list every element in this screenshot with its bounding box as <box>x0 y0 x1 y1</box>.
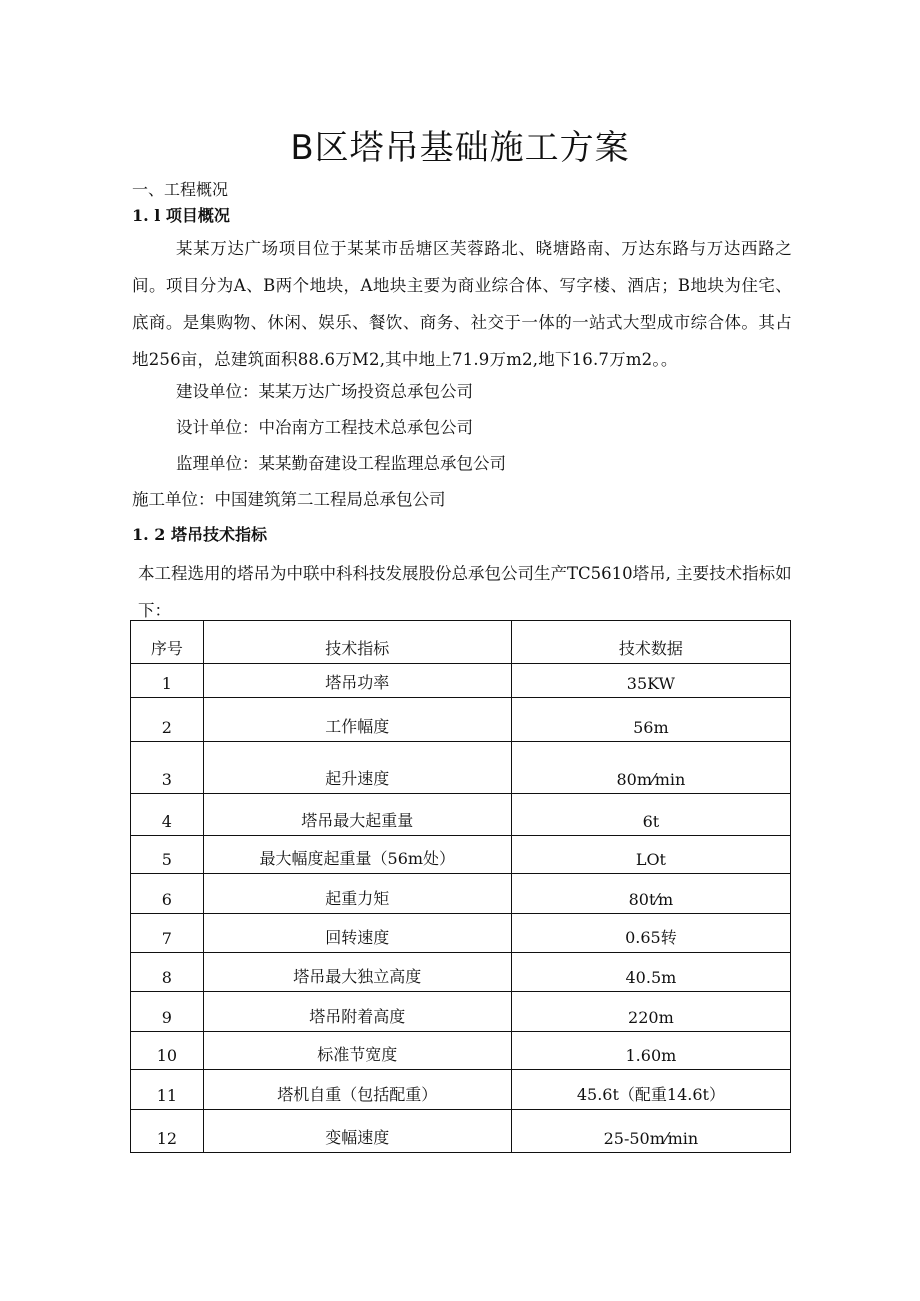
table-row <box>131 836 791 874</box>
page-title: B区塔吊基础施工方案 <box>290 128 630 168</box>
row-value: 35KW <box>511 664 790 698</box>
row-index: 3 <box>131 742 204 794</box>
row-value: 56m <box>511 698 790 742</box>
table-row <box>131 698 791 742</box>
table-row <box>131 1110 791 1153</box>
unit-line-contractor: 施工单位：中国建筑第二工程局总承包公司 <box>132 490 446 509</box>
row-index: 9 <box>131 992 204 1032</box>
row-indicator: 标准节宽度 <box>203 1032 511 1070</box>
row-indicator: 塔吊附着高度 <box>203 992 511 1032</box>
row-indicator: 起重力矩 <box>203 874 511 914</box>
row-index: 2 <box>131 698 204 742</box>
table-row <box>131 1070 791 1110</box>
row-value: LOt <box>511 836 790 874</box>
row-indicator: 最大幅度起重量（56m处） <box>203 836 511 874</box>
row-value: 80t⁄m <box>511 874 790 914</box>
row-value: 80m⁄min <box>511 742 790 794</box>
table-row <box>131 1032 791 1070</box>
header-cell-value: 技术数据 <box>511 621 790 664</box>
row-value: 45.6t（配重14.6t） <box>511 1070 790 1110</box>
row-value: 220m <box>511 992 790 1032</box>
table-header-row <box>131 621 791 664</box>
table-row <box>131 953 791 992</box>
table-row <box>131 794 791 836</box>
section-heading-overview: 一、工程概况 <box>132 180 229 199</box>
row-index: 6 <box>131 874 204 914</box>
row-indicator: 起升速度 <box>203 742 511 794</box>
table-row <box>131 664 791 698</box>
row-index: 4 <box>131 794 204 836</box>
table-row <box>131 992 791 1032</box>
row-index: 12 <box>131 1110 204 1153</box>
unit-line-designer: 设计单位：中冶南方工程技术总承包公司 <box>176 418 473 437</box>
row-index: 5 <box>131 836 204 874</box>
row-value: 25-50m⁄min <box>511 1110 790 1153</box>
row-indicator: 工作幅度 <box>203 698 511 742</box>
table-row <box>131 914 791 953</box>
subsection-heading-project: 1. l 项目概况 <box>132 206 230 225</box>
unit-line-owner: 建设单位：某某万达广场投资总承包公司 <box>176 382 473 401</box>
row-index: 11 <box>131 1070 204 1110</box>
row-index: 8 <box>131 953 204 992</box>
row-indicator: 塔机自重（包括配重） <box>203 1070 511 1110</box>
table-row <box>131 742 791 794</box>
subsection-heading-specs: 1. 2 塔吊技术指标 <box>132 525 267 544</box>
row-value: 0.65转 <box>511 914 790 953</box>
row-value: 40.5m <box>511 953 790 992</box>
spec-table <box>130 620 791 1153</box>
project-overview-paragraph: 某某万达广场项目位于某某市岳塘区芙蓉路北、晓塘路南、万达东路与万达西路之间。项目分为A、B两个地块，A地块主要为商业综合体、写字楼、酒店；B地块为住宅、底商。是集购物、休闲、娱乐、餐饮、商务、社交于一体的一站式大型成市综合体。其占地256亩，总建筑面积88.6万M2,其中地上71.9万m2,地下16.7万m2。。 <box>132 239 792 369</box>
row-indicator: 塔吊最大独立高度 <box>203 953 511 992</box>
row-value: 6t <box>511 794 790 836</box>
row-indicator: 塔吊功率 <box>203 664 511 698</box>
row-value: 1.60m <box>511 1032 790 1070</box>
row-index: 10 <box>131 1032 204 1070</box>
row-index: 7 <box>131 914 204 953</box>
header-cell-index: 序号 <box>131 621 204 664</box>
row-indicator: 变幅速度 <box>203 1110 511 1153</box>
unit-line-supervisor: 监理单位：某某勤奋建设工程监理总承包公司 <box>176 454 506 473</box>
table-row <box>131 874 791 914</box>
row-indicator: 塔吊最大起重量 <box>203 794 511 836</box>
row-index: 1 <box>131 664 204 698</box>
spec-intro-paragraph: 本工程选用的塔吊为中联中科科技发展股份总承包公司生产TC5610塔吊, 主要技术指标如下： <box>138 564 792 620</box>
header-cell-indicator: 技术指标 <box>203 621 511 664</box>
row-indicator: 回转速度 <box>203 914 511 953</box>
